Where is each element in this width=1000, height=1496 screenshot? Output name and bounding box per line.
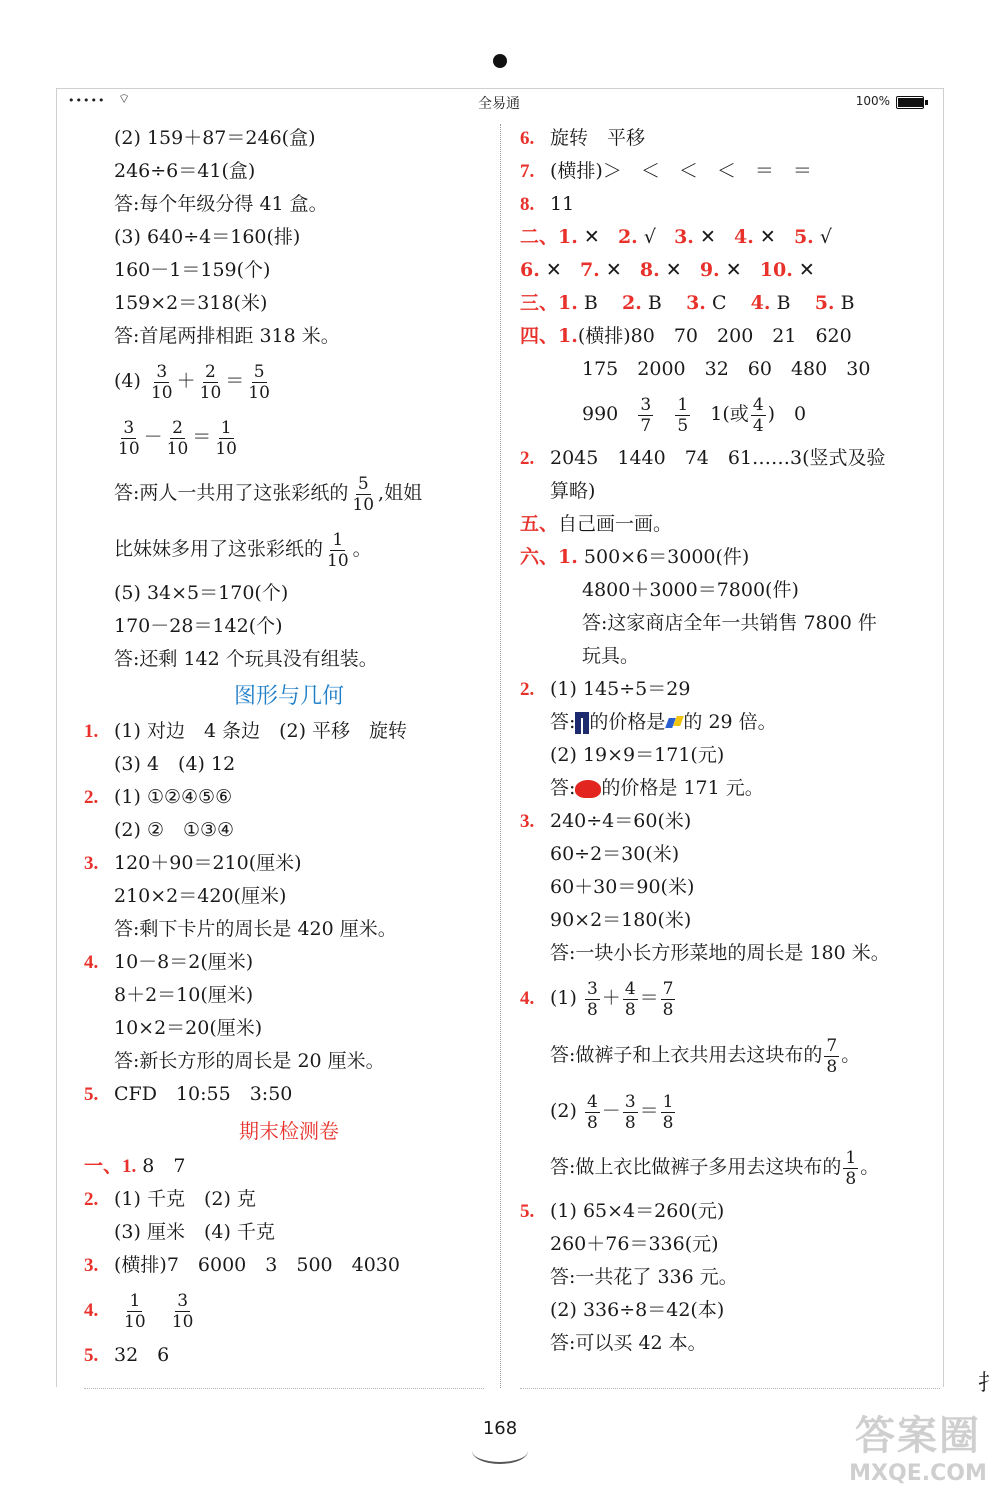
fraction: $\frac{2}{10}$ (166, 417, 189, 459)
fraction: $\frac{7}{8}$ (826, 1035, 838, 1077)
text-line: 答:两人一共用了这张彩纸的 $\frac{5}{10}$ ,姐姐 (114, 473, 423, 515)
fraction-line: 990 $\frac{3}{7}$ $\frac{1}{5}$ 1(或 $\frac{4}{4}$ ) 0 (582, 394, 807, 436)
answer-line: 4. 10－8＝2(厘米) (84, 951, 254, 973)
text-line: 8＋2＝10(厘米) (114, 984, 254, 1006)
text-line: 159×2＝318(米) (114, 292, 268, 314)
text-line: 10×2＝20(厘米) (114, 1017, 263, 1039)
answer-line: 5. CFD 10:55 3:50 (84, 1083, 293, 1105)
battery-icon (896, 96, 924, 109)
text-line: 160－1＝159(个) (114, 259, 271, 281)
watermark: 答案圈 MXQE.COM (849, 1413, 987, 1486)
answer-line: 3. 240÷4＝60(米) (520, 810, 692, 832)
answer-line: 6. 旋转 平移 (520, 127, 646, 149)
text-line: 答:首尾两排相距 318 米。 (114, 325, 340, 347)
page-number-arc (472, 1438, 528, 1464)
trousers-icon (575, 712, 589, 734)
fraction-equation: $\frac{3}{10}$ － $\frac{2}{10}$ ＝ $\frac{1}{10}$ (118, 417, 237, 459)
text-line: 答:可以买 42 本。 (550, 1332, 707, 1354)
fraction: $\frac{3}{7}$ (640, 394, 652, 436)
text-line: (2) 336÷8＝42(本) (550, 1299, 725, 1321)
section-title: 图形与几何 (233, 684, 344, 709)
text-line: 答:每个年级分得 41 盒。 (114, 193, 328, 215)
column-divider (500, 124, 501, 1388)
answer-line: 3. 120＋90＝210(厘米) (84, 852, 302, 874)
text-line: 答:一块小长方形菜地的周长是 180 米。 (550, 942, 890, 964)
fraction: $\frac{3}{10}$ (150, 361, 173, 403)
answer-line: 六、1. 500×6＝3000(件) (520, 546, 750, 568)
page-number: 168 (482, 1418, 518, 1439)
status-bar (60, 92, 938, 112)
text-line: 玩具。 (582, 645, 640, 667)
fraction: $\frac{1}{5}$ (677, 394, 689, 436)
bottom-rule-right (520, 1388, 940, 1389)
fraction: $\frac{7}{8}$ (662, 978, 674, 1020)
fraction: $\frac{1}{10}$ (327, 529, 349, 571)
judgement-row: 6. ✕ 7. ✕ 8. ✕ 9. ✕ 10. ✕ (520, 259, 815, 281)
text-line: 90×2＝180(米) (550, 909, 692, 931)
fraction: $\frac{3}{8}$ (624, 1091, 636, 1133)
answer-line: 五、自己画一画。 (520, 513, 673, 535)
fraction-equation: (2) $\frac{4}{8}$ － $\frac{3}{8}$ ＝ $\frac{1}{8}$ (550, 1091, 674, 1133)
fraction: $\frac{5}{10}$ (352, 473, 375, 515)
camera-dot (493, 54, 507, 68)
side-character: 扌 (978, 1371, 1000, 1396)
answer-line: 5. (1) 65×4＝260(元) (520, 1200, 725, 1222)
answer-line: 3. (横排)7 6000 3 500 4030 (84, 1254, 400, 1276)
wifi-icon: ⌔ (118, 92, 131, 107)
fraction: $\frac{4}{4}$ (752, 394, 764, 436)
text-line: 答:还剩 142 个玩具没有组装。 (114, 648, 378, 670)
answer-line: 5. 32 6 (84, 1344, 170, 1366)
text-line: 答:新长方形的周长是 20 厘米。 (114, 1050, 385, 1072)
text-line: (2) 159＋87＝246(盒) (114, 127, 316, 149)
text-line: 答:这家商店全年一共销售 7800 件 (582, 612, 877, 634)
fraction: $\frac{3}{8}$ (586, 978, 598, 1020)
answer-line: 四、1.(横排)80 70 200 21 620 (520, 325, 852, 347)
text-line: 算略) (550, 480, 596, 502)
fraction: $\frac{3}{10}$ (118, 417, 140, 459)
fraction: $\frac{1}{8}$ (845, 1147, 857, 1189)
text-line: 170－28＝142(个) (114, 615, 283, 637)
text-line: 答:剩下卡片的周长是 420 厘米。 (114, 918, 397, 940)
answer-line: 1. (1) 对边 4 条边 (2) 平移 旋转 (84, 720, 408, 742)
text-line: 答: 的价格是 171 元。 (550, 777, 764, 799)
text-line: 比妹妹多用了这张彩纸的 $\frac{1}{10}$ 。 (114, 529, 372, 571)
judgement-row: 二、1. ✕ 2. √ 3. ✕ 4. ✕ 5. √ (520, 226, 832, 248)
left-column (84, 122, 494, 1372)
text-line: 答:做上衣比做裤子多用去这块布的 $\frac{1}{8}$ 。 (550, 1147, 880, 1189)
right-column (520, 122, 940, 1360)
text-line: (2) 19×9＝171(元) (550, 744, 725, 766)
bottom-rule-left (84, 1388, 484, 1389)
signal-icon: ••••• (68, 94, 106, 107)
text-line: 答:做裤子和上衣共用去这块布的 $\frac{7}{8}$ 。 (550, 1035, 861, 1077)
answer-line: 一、1. 8 7 (84, 1155, 186, 1177)
text-line: 246÷6＝41(盒) (114, 160, 256, 182)
text-line: 260＋76＝336(元) (550, 1233, 719, 1255)
text-line: 答:一共花了 336 元。 (550, 1266, 738, 1288)
fraction: $\frac{4}{8}$ (624, 978, 636, 1020)
socks-icon (665, 716, 683, 730)
text-line: 答: 的价格是 的 29 倍。 (550, 711, 777, 733)
text-line: (3) 4 (4) 12 (114, 753, 236, 775)
choice-row: 三、1. B 2. B 3. C 4. B 5. B (520, 292, 855, 314)
text-line: 210×2＝420(厘米) (114, 885, 287, 907)
answer-line: 2. 2045 1440 74 61……3(竖式及验 (520, 447, 886, 469)
text-line: (5) 34×5＝170(个) (114, 582, 289, 604)
fraction-equation: 4. (1) $\frac{3}{8}$ ＋ $\frac{4}{8}$ ＝ $\frac{7}{8}$ (520, 978, 674, 1020)
fraction: $\frac{1}{10}$ (215, 417, 237, 459)
text-line: (3) 640÷4＝160(排) (114, 226, 301, 248)
text-line: 4800＋3000＝7800(件) (582, 579, 799, 601)
answer-line: 4. $\frac{1}{10}$ $\frac{3}{10}$ (84, 1290, 194, 1332)
fraction-equation: (4) $\frac{3}{10}$ ＋ $\frac{2}{10}$ ＝ $\frac{5}{10}$ (114, 361, 270, 403)
text-line: (2) ② ①③④ (114, 819, 235, 841)
fraction: $\frac{2}{10}$ (199, 361, 222, 403)
hat-icon (575, 780, 601, 798)
fraction: $\frac{4}{8}$ (586, 1091, 598, 1133)
fraction: $\frac{3}{10}$ (171, 1290, 194, 1332)
fraction: $\frac{5}{10}$ (248, 361, 270, 403)
answer-line: 2. (1) ①②④⑤⑥ (84, 786, 233, 808)
answer-line: 8. 11 (520, 193, 575, 215)
section-title: 期末检测卷 (239, 1119, 339, 1143)
answer-line: 7. (横排)＞ ＜ ＜ ＜ ＝ ＝ (520, 160, 812, 182)
text-line: 175 2000 32 60 480 30 (582, 358, 871, 380)
battery-percent: 100% (855, 94, 890, 108)
text-line: 60÷2＝30(米) (550, 843, 680, 865)
text-line: 60＋30＝90(米) (550, 876, 695, 898)
app-title: 全易通 (478, 96, 520, 112)
answer-line: 2. (1) 千克 (2) 克 (84, 1188, 256, 1210)
fraction: $\frac{1}{8}$ (662, 1091, 674, 1133)
fraction: $\frac{1}{10}$ (124, 1290, 146, 1332)
answer-line: 2. (1) 145÷5＝29 (520, 678, 691, 700)
text-line: (3) 厘米 (4) 千克 (114, 1221, 275, 1243)
